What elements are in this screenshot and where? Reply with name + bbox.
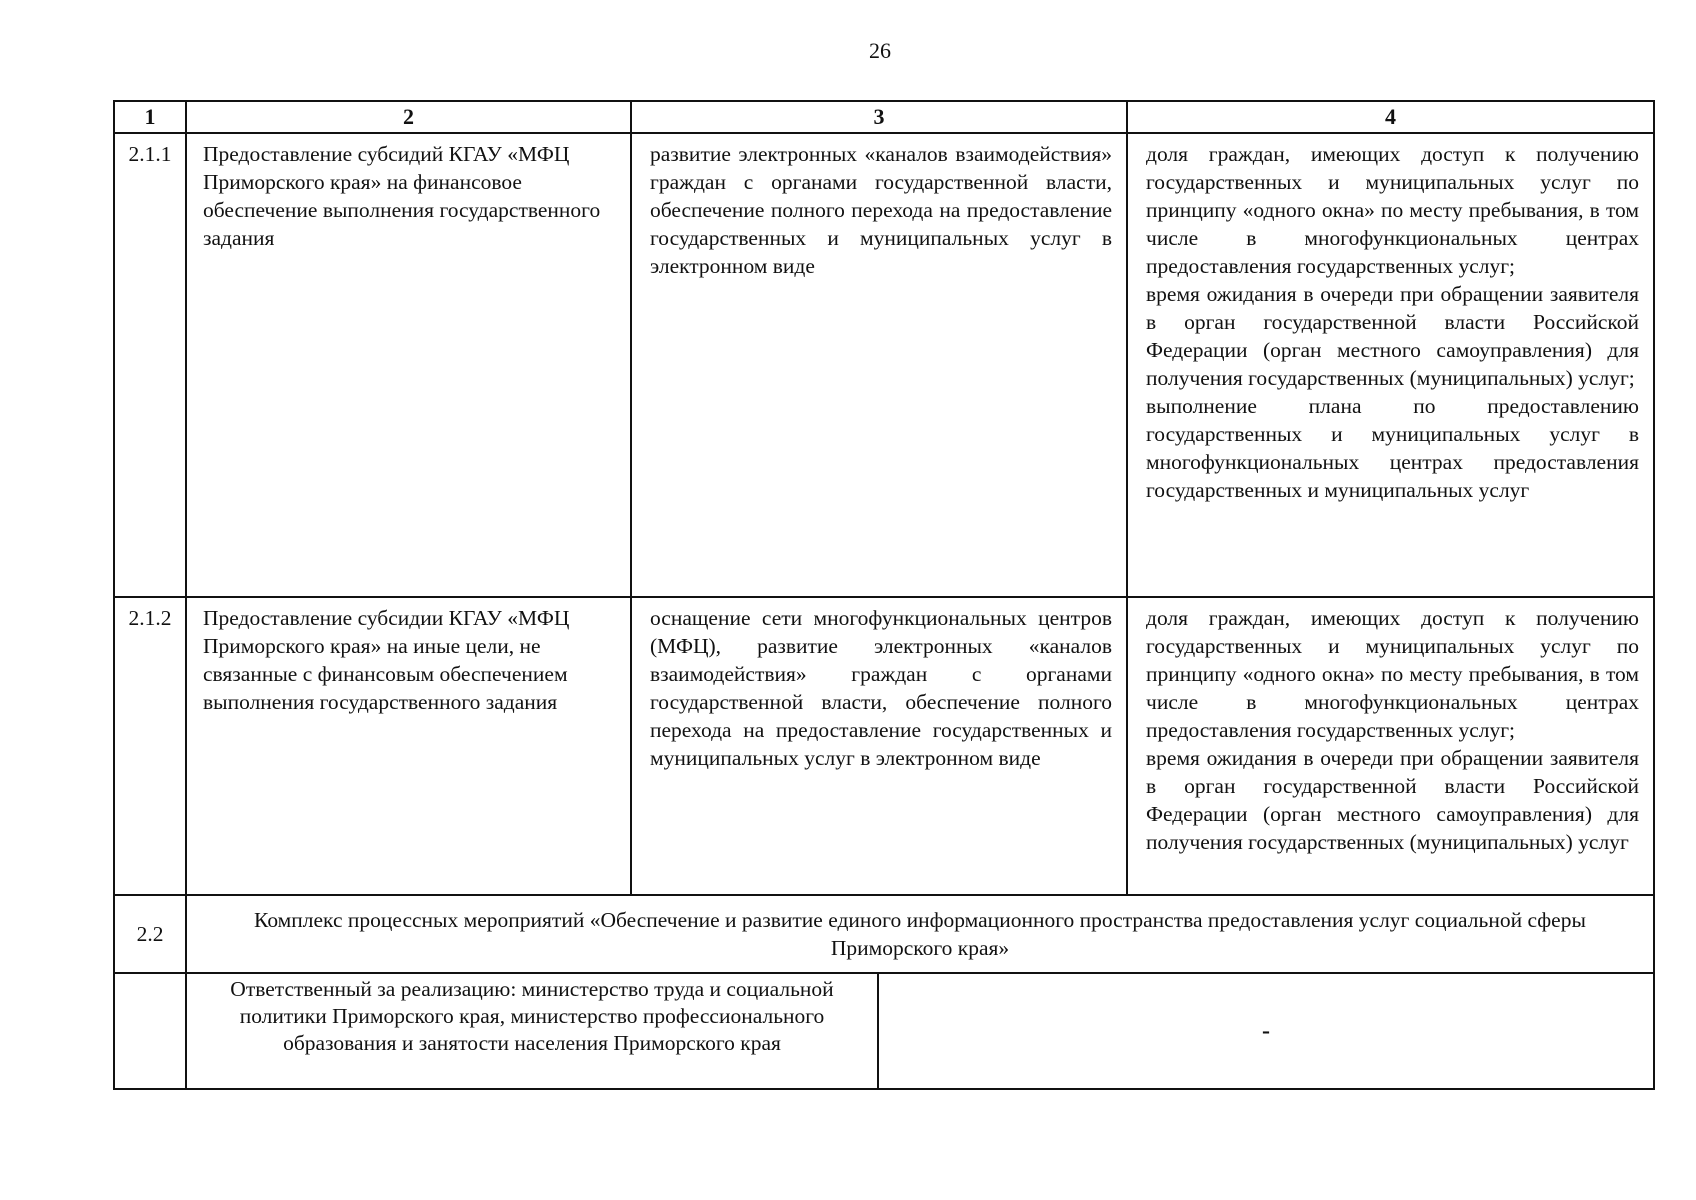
row-number: 2.1.1 [114,133,186,597]
measure-task: развитие электронных «каналов взаимодействия» граждан с органами государственной власти, обеспечение полного перехода на предоставление государственных и муниципальных услуг в электронном виде [631,133,1127,597]
measure-task: оснащение сети многофункциональных центров (МФЦ), развитие электронных «каналов взаимодействия» граждан с органами государственной власти, обеспечение полного перехода на предоставление государственных и муниципальных услуг в электронном виде [631,597,1127,895]
row-number: 2.1.2 [114,597,186,895]
table-header-row [114,101,1654,133]
measure-name: Предоставление субсидий КГАУ «МФЦ Приморского края» на финансовое обеспечение выполнения государственного задания [186,133,631,597]
table-row [114,597,1654,895]
page-number: 26 [869,38,891,63]
header-col-2: 2 [186,101,631,133]
responsible-text: Ответственный за реализацию: министерство труда и социальной политики Приморского края, министерство профессионального образования и занятости населения Приморского края [187,974,878,1088]
empty-cell [114,973,186,1089]
header-col-4: 4 [1127,101,1654,133]
header-col-3: 3 [631,101,1127,133]
responsible-cell [186,973,1654,1089]
complex-number: 2.2 [114,895,186,973]
indicator-text: время ожидания в очереди при обращении заявителя в орган государственной власти Российской Федерации (орган местного самоуправления) для получения государственных (муниципальных) услуг; [1146,282,1639,390]
measure-name: Предоставление субсидии КГАУ «МФЦ Приморского края» на иные цели, не связанные с финансовым обеспечением выполнения государственного задания [186,597,631,895]
complex-title: Комплекс процессных мероприятий «Обеспечение и развитие единого информационного пространства предоставления услуг социальной сферы Приморского края» [186,895,1654,973]
indicator-text: доля граждан, имеющих доступ к получению государственных и муниципальных услуг по принципу «одного окна» по месту пребывания, в том числе в многофункциональных центрах предоставления государственных услуг; [1146,606,1639,742]
responsible-value: - [1262,1018,1270,1044]
indicator-text: доля граждан, имеющих доступ к получению государственных и муниципальных услуг по принципу «одного окна» по месту пребывания, в том числе в многофункциональных центрах предоставления государственных услуг; [1146,142,1639,278]
table-row [114,133,1654,597]
responsible-inner [187,974,1653,1088]
program-table [113,100,1655,1090]
measure-indicators [1127,597,1654,895]
complex-row [114,895,1654,973]
measure-indicators [1127,133,1654,597]
responsible-row [114,973,1654,1089]
indicator-text: выполнение плана по предоставлению государственных и муниципальных услуг в многофункциональных центрах предоставления государственных и муниципальных услуг [1146,394,1639,502]
indicator-text: время ожидания в очереди при обращении заявителя в орган государственной власти Российской Федерации (орган местного самоуправления) для получения государственных (муниципальных) услуг [1146,746,1639,854]
header-col-1: 1 [114,101,186,133]
